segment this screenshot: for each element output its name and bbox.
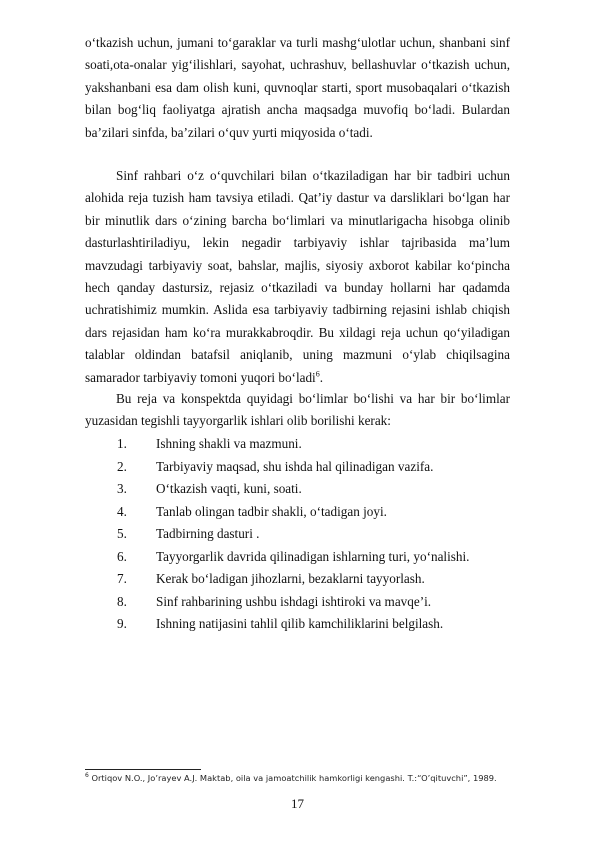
paragraph-3: Bu reja va konspektda quyidagi bo‘limlar bo‘lishi va har bir bo‘limlar yuzasidan tegishli tayyorgarlik ishlari olib borilishi kerak:: [85, 391, 510, 429]
numbered-list: [85, 433, 510, 636]
list-item-number: 9.: [117, 616, 127, 631]
list-item: [85, 478, 510, 501]
footnote: [85, 773, 525, 783]
list-item-number: 2.: [117, 458, 127, 474]
page-number: 17: [291, 796, 304, 811]
list-item: [85, 591, 510, 614]
footnote-text: Ortiqov N.O., Jo’rayev A.J. Maktab, oila va jamoatchilik hamkorligi kengashi. T.:“O’qituvchi”, 1989.: [88, 773, 497, 783]
list-item: [85, 456, 510, 479]
list-item-number: 1.: [117, 436, 127, 451]
list-item: [85, 613, 510, 636]
paragraph-2-text: Sinf rahbari o‘z o‘quvchilari bilan o‘tkaziladigan har bir tadbiri uchun alohida reja tuzish ham tavsiya etiladi. Qat’iy dastur va darsliklari bo‘lgan har bir minutlik dars o‘zining barcha bo‘limlari va minutlarigacha hisobga olinib dasturlashtiriladiyu, lekin negadir tarbiyaviy ishlar tajribasida ma’lum mavzudagi tarbiyaviy soat, bahslar, majlis, siyosiy axborot kabilar ko‘pincha hech qanday dastursiz, rejasiz o‘tkaziladi va bunday hollarni har qadamda uchratishimiz mumkin. Aslida esa tarbiyaviy tadbirning rejasini ishlab chiqish dars rejasidan ham ko‘ra murakkabroqdir. Bu xildagi reja uchun qo‘yiladigan talablar oldindan batafsil aniqlanib, uning mazmuni o‘ylab chiqilsagina samarador tarbiyaviy tomoni yuqori bo‘ladi: [85, 168, 510, 385]
paragraph-1: o‘tkazish uchun, jumani to‘garaklar va turli mashg‘ulotlar uchun, shanbani sinf soati,ota-onalar yig‘ilishlari, sayohat, uchrashuv, bellashuvlar o‘tkazish uchun, yakshanbani esa dam olish kuni, quvnoqlar starti, sport musobaqalari o‘tkazish bilan bog‘liq faoliyatga ajratish ancha maqsadga muvofiq bo‘ladi. Bulardan ba’zilari sinfda, ba’zilari o‘quv yurti miqyosida o‘tadi.: [85, 35, 510, 140]
footnote-separator: [85, 769, 201, 770]
list-item-text: O‘tkazish vaqti, kuni, soati.: [156, 481, 302, 496]
list-item-text: Tayyorgarlik davrida qilinadigan ishlarning turi, yo‘nalishi.: [156, 548, 470, 564]
list-item-text: Tarbiyaviy maqsad, shu ishda hal qilinadigan vazifa.: [156, 458, 434, 474]
paragraph-2-end: .: [319, 369, 324, 385]
list-item-text: Tadbirning dasturi .: [156, 526, 260, 541]
list-item-number: 3.: [117, 481, 127, 496]
list-item-number: 6.: [117, 548, 127, 564]
list-item-text: Kerak bo‘ladigan jihozlarni, bezaklarni tayyorlash.: [156, 571, 425, 586]
footnote-reference[interactable]: 6: [315, 369, 320, 379]
list-item: [85, 568, 510, 591]
list-item: [85, 501, 510, 524]
footnote-mark: 6: [85, 772, 89, 780]
list-item-number: 7.: [117, 571, 127, 586]
list-item-number: 5.: [117, 526, 127, 541]
list-item: [85, 523, 510, 546]
list-item: [85, 433, 510, 456]
list-item-number: 4.: [117, 503, 127, 519]
list-item-text: Sinf rahbarining ushbu ishdagi ishtiroki va mavqe’i.: [156, 593, 432, 609]
list-item-text: Tanlab olingan tadbir shakli, o‘tadigan joyi.: [156, 503, 387, 519]
list-item-text: Ishning shakli va mazmuni.: [156, 436, 302, 451]
list-item-text: Ishning natijasini tahlil qilib kamchiliklarini belgilash.: [156, 616, 444, 631]
paragraph-2: [85, 165, 510, 389]
list-item: [85, 546, 510, 569]
list-item-number: 8.: [117, 593, 127, 609]
